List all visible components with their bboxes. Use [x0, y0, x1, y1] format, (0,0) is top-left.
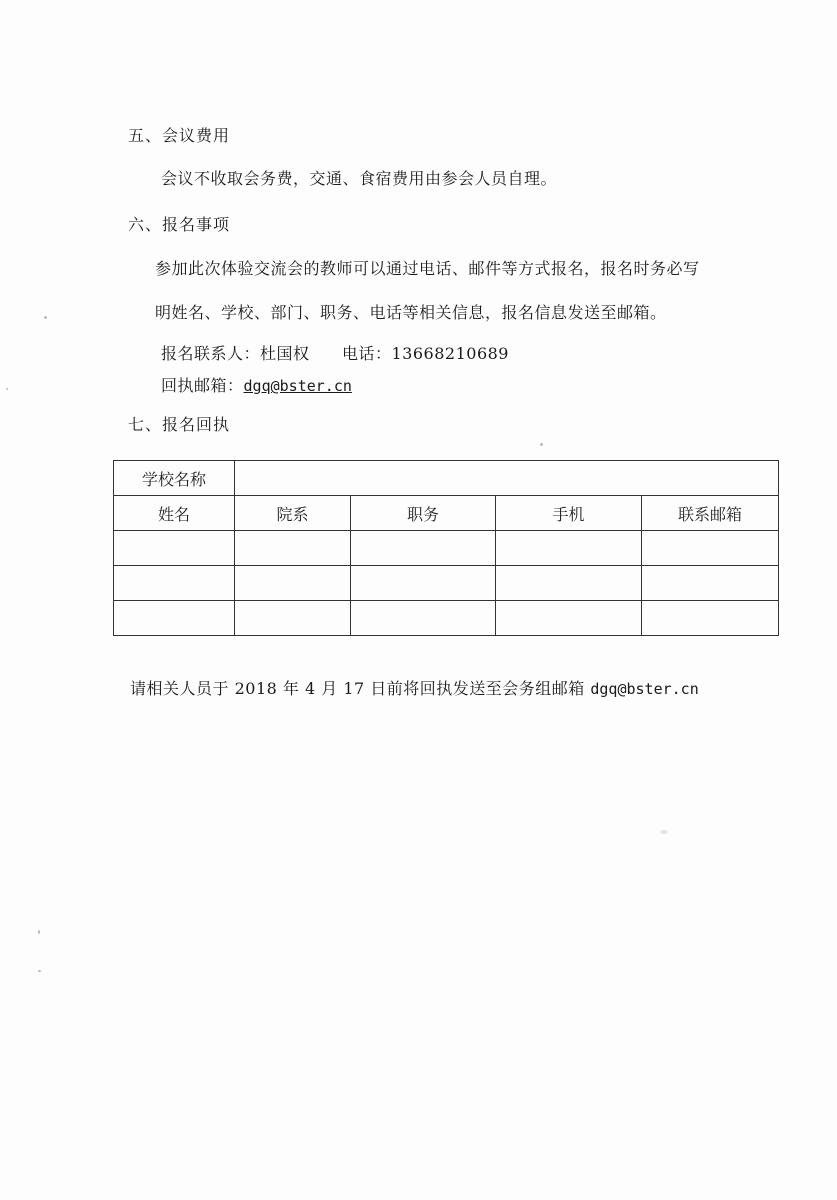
scan-speck	[38, 970, 41, 972]
section-6-body-line-1: 参加此次体验交流会的教师可以通过电话、邮件等方式报名，报名时务必写	[155, 259, 700, 278]
header-position: 职务	[351, 496, 496, 531]
table-row	[114, 531, 779, 566]
table-cell[interactable]	[496, 566, 642, 601]
table-row	[114, 601, 779, 636]
footer-text: 请相关人员于 2018 年 4 月 17 日前将回执发送至会务组邮箱	[130, 679, 591, 698]
footer-note	[130, 676, 699, 699]
table-cell[interactable]	[496, 531, 642, 566]
scan-speck	[660, 830, 668, 834]
scan-speck	[44, 316, 47, 319]
header-name: 姓名	[114, 496, 235, 531]
section-5-title: 五、会议费用	[128, 126, 231, 145]
reply-email-link[interactable]: dgq@bster.cn	[243, 377, 352, 395]
section-6-body-line-2: 明姓名、学校、部门、职务、电话等相关信息，报名信息发送至邮箱。	[155, 303, 667, 322]
table-cell[interactable]	[114, 566, 235, 601]
table-cell[interactable]	[642, 531, 779, 566]
registration-form-table	[113, 460, 779, 636]
table-row	[114, 566, 779, 601]
table-cell[interactable]	[351, 531, 496, 566]
table-cell[interactable]	[351, 601, 496, 636]
section-5-body: 会议不收取会务费，交通、食宿费用由参会人员自理。	[161, 169, 558, 188]
school-row	[114, 461, 779, 496]
school-value-cell[interactable]	[235, 461, 779, 496]
reply-email-line	[161, 373, 352, 396]
table-cell[interactable]	[114, 601, 235, 636]
table-cell[interactable]	[114, 531, 235, 566]
scan-speck	[38, 930, 40, 934]
school-label-cell: 学校名称	[114, 461, 235, 496]
header-mobile: 手机	[496, 496, 642, 531]
table-cell[interactable]	[235, 601, 351, 636]
table-cell[interactable]	[235, 566, 351, 601]
table-cell[interactable]	[642, 601, 779, 636]
reply-email-label: 回执邮箱：	[161, 376, 244, 395]
section-6-title: 六、报名事项	[128, 215, 231, 234]
scan-speck	[540, 443, 543, 446]
contact-person: 报名联系人：杜国权	[161, 344, 310, 363]
header-department: 院系	[235, 496, 351, 531]
table-cell[interactable]	[235, 531, 351, 566]
table-header-row	[114, 496, 779, 531]
table-cell[interactable]	[351, 566, 496, 601]
scan-speck	[6, 388, 8, 390]
table-cell[interactable]	[496, 601, 642, 636]
contact-phone: 电话：13668210689	[342, 344, 509, 363]
footer-email[interactable]: dgq@bster.cn	[590, 680, 699, 698]
header-email: 联系邮箱	[642, 496, 779, 531]
table-cell[interactable]	[642, 566, 779, 601]
section-7-title: 七、报名回执	[128, 415, 231, 434]
